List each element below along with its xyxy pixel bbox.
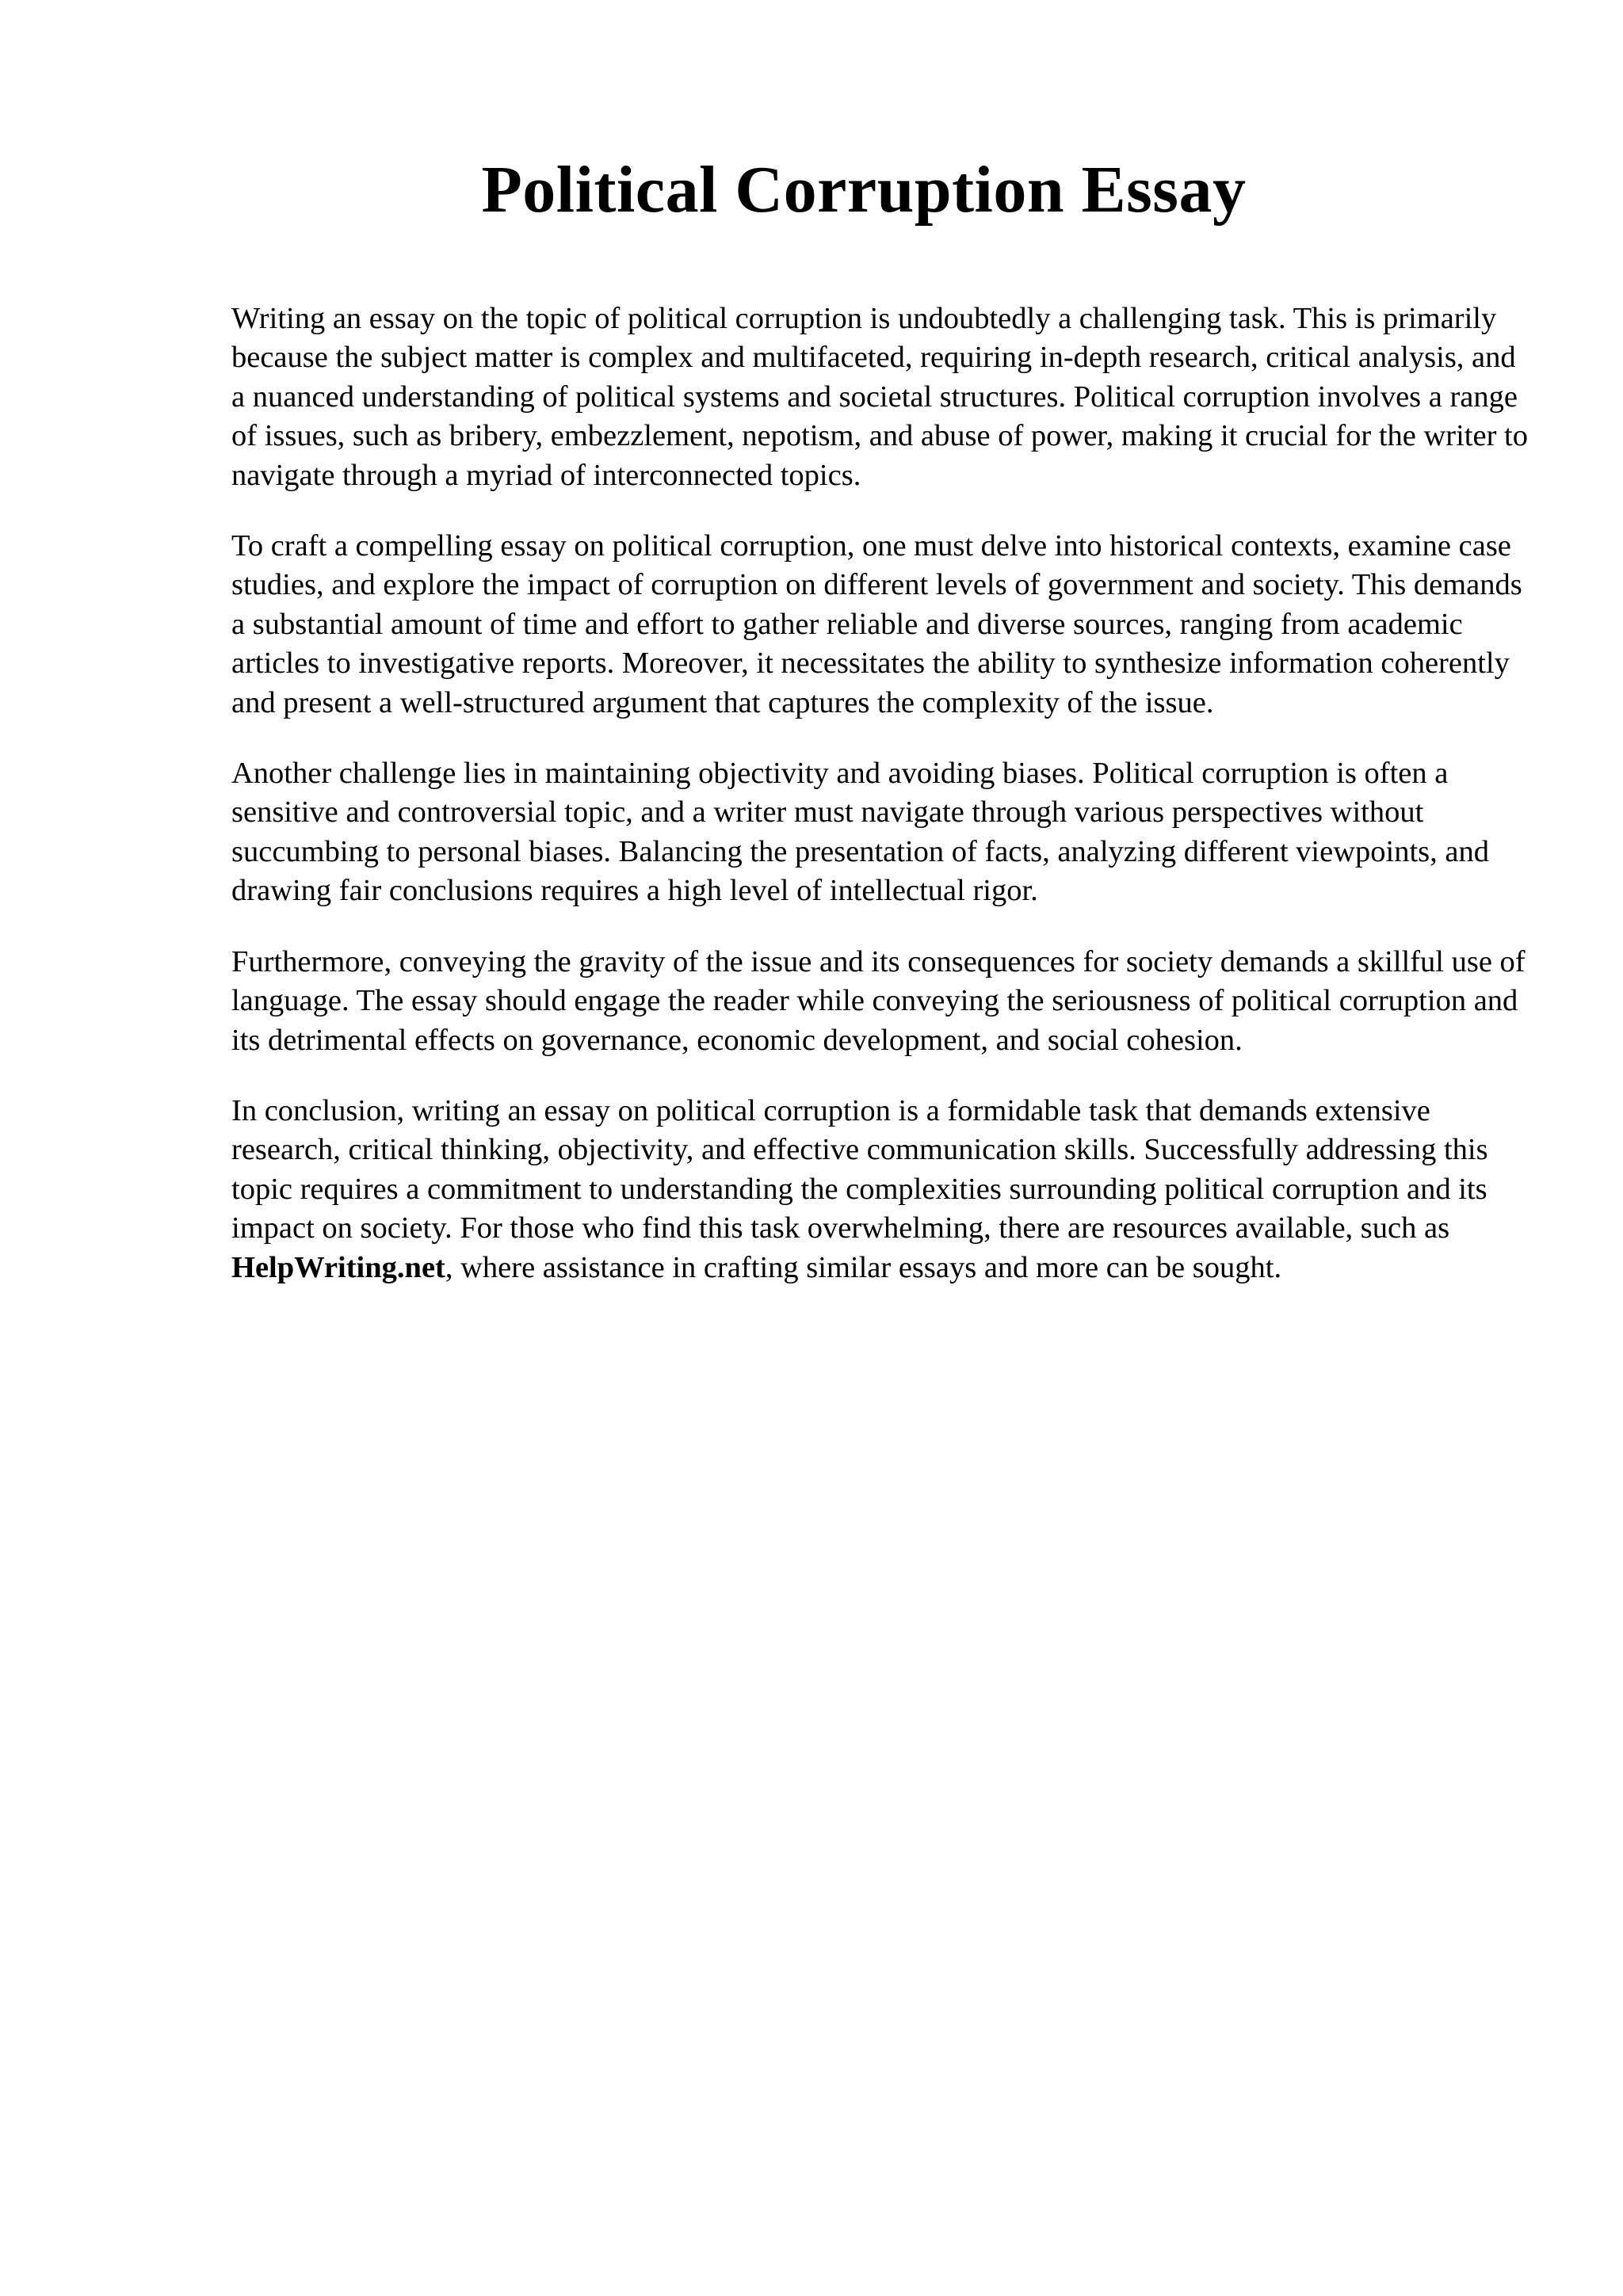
paragraph-objectivity: Another challenge lies in maintaining objectivity and avoiding biases. Political corruption is often a sensitive and controversial topic, and a writer must navigate through various perspectives without succumbing to personal biases. Balancing the presentation of facts, analyzing different viewpoints, and drawing fair conclusions requires a high level of intellectual rigor. (231, 757, 1489, 908)
document-title: Political Corruption Essay (481, 153, 1247, 227)
paragraph-language: Furthermore, conveying the gravity of the issue and its consequences for society demands a skillful use of language. The essay should engage the reader while conveying the seriousness of political corruption and its detrimental effects on governance, economic development, and social cohesion. (231, 944, 1526, 1057)
conclusion-text-start: In conclusion, writing an essay on political corruption is a formidable task that demands extensive research, critical thinking, objectivity, and effective communication skills. Successfully addressing this topic requires a commitment to understanding the complexities surrounding political corruption and its impact on society. For those who find this task overwhelming, there are resources available, such as (231, 1093, 1488, 1245)
helpwriting-link-text: HelpWriting.net (231, 1250, 445, 1284)
paragraph-research: To craft a compelling essay on political corruption, one must delve into historical contexts, examine case studies, and explore the impact of corruption on different levels of government and society. This demands a substantial amount of time and effort to gather reliable and diverse sources, ranging from academic articles to investigative reports. Moreover, it necessitates the ability to synthesize information coherently and present a well-structured argument that captures the complexity of the issue. (231, 529, 1522, 719)
document-body (231, 299, 1531, 1319)
paragraph-intro: Writing an essay on the topic of political corruption is undoubtedly a challenging task. This is primarily because the subject matter is complex and multifaceted, requiring in-depth research, critical analysis, and a nuanced understanding of political systems and societal structures. Political corruption involves a range of issues, such as bribery, embezzlement, nepotism, and abuse of power, making it crucial for the writer to navigate through a myriad of interconnected topics. (231, 302, 1528, 492)
conclusion-text-end: , where assistance in crafting similar essays and more can be sought. (445, 1250, 1282, 1284)
paragraph-conclusion (231, 1092, 1531, 1287)
